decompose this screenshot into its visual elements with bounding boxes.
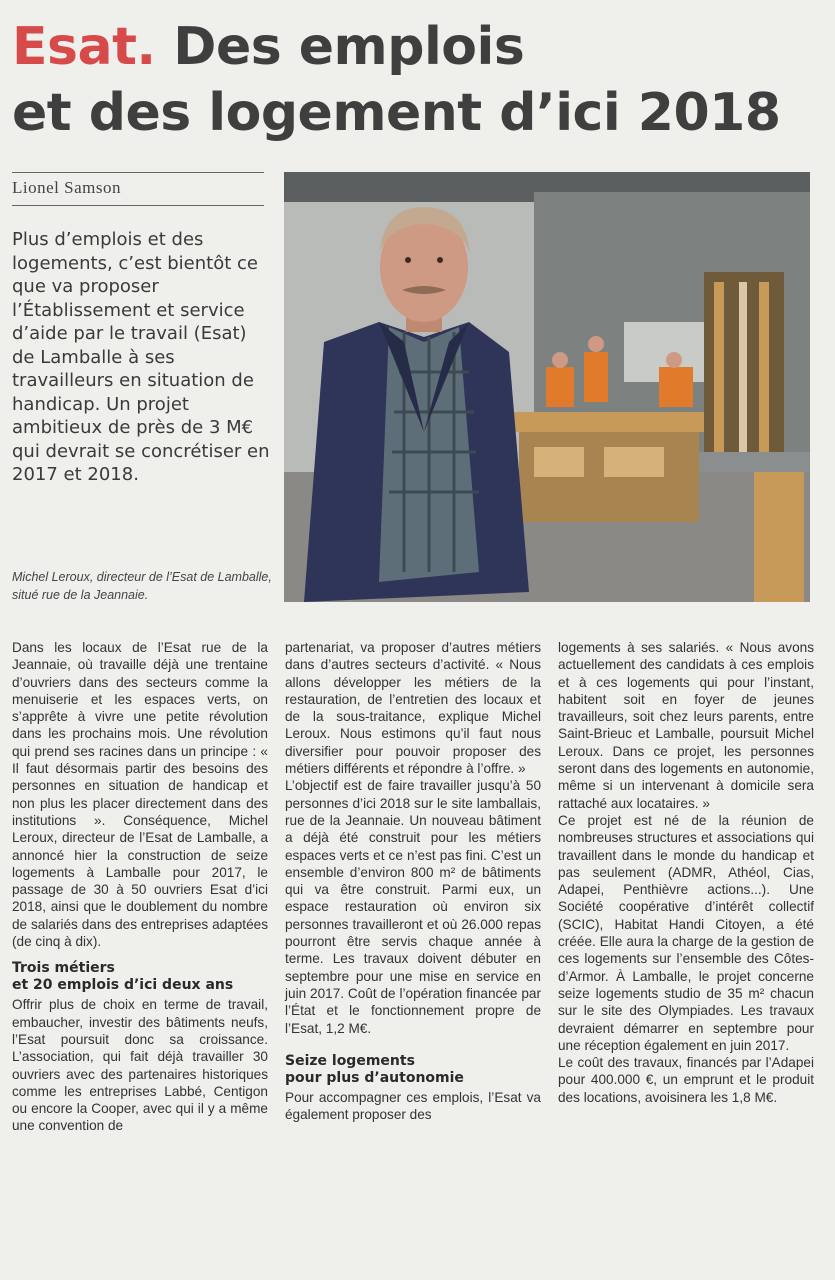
article-photo [284,172,810,602]
headline-line-1 [12,14,822,80]
subhead-trois-metiers [12,960,268,994]
col2-paragraph-1: partenariat, va proposer d’autres métiers dans d’autres secteurs d’activité. « Nous allons développer les métiers de la restauration, de l’entretien des locaux et de la sous-traitance, explique Michel Leroux. Nous estimons qu’il faut nous diversifier pour pouvoir proposer des métiers différents et répondre à l’offre. » [285,640,541,777]
col1-paragraph-1: Dans les locaux de l’Esat rue de la Jeannaie, où travaille déjà une trentaine d’ouvriers dans des secteurs comme la menuiserie et les espaces verts, on s’apprête à vivre une petite révolution dans les prochains mois. Une révolution qui prend ses racines dans un principe : « Il faut désormais partir des besoins des personnes en situation de handicap et non plus les placer directement dans des institutions ». Conséquence, Michel Leroux, directeur de l’Esat de Lamballe, a annoncé hier la construction de seize logements à Lamballe pour 2017, le passage de 30 à 50 ouvriers Esat d’ici 2018, ainsi que le doublement du nombre de salariés dans des entreprises adaptées (de cinq à dix). [12,640,268,950]
headline-line-1-rest: Des emplois [173,17,525,77]
byline: Lionel Samson [12,172,264,206]
col2-paragraph-3: Pour accompagner ces emplois, l’Esat va également proposer des [285,1089,541,1123]
col3-paragraph-2: Ce projet est né de la réunion de nombreuses structures et associations qui travaillent dans le monde du handicap et pas seulement (ADMR, Athéol, Cias, Adapei, Penthièvre actions...). Une Société coopérative d’intérêt collectif (SCIC), Habitat Handi Citoyen, a été créée. Elle aura la charge de la gestion de ces logements sur l’ensemble des Côtes-d’Armor. À Lamballe, le projet concerne seize logements studio de 35 m² chacun sur le site des Olympiades. Les travaux devraient démarrer en septembre pour une réception également en juin 2017. [558,812,814,1053]
article-column-1 [12,639,268,1135]
subhead-1-line-2: et 20 emplois d’ici deux ans [12,977,234,994]
photo-caption: Michel Leroux, directeur de l’Esat de Lamballe, situé rue de la Jeannaie. [12,570,272,602]
col2-paragraph-2: L’objectif est de faire travailler jusqu’à 50 personnes d’ici 2018 sur le site lamballais, rue de la Jeannaie. Un nouveau bâtiment a déjà été construit pour les métiers espaces verts et ce n’est pas fini. C’est un ensemble d’environ 800 m² de bâtiments qui va être construit. Parmi eux, un espace restauration où environ six personnes travailleront et où 26.000 repas pourront être servis chaque année à terme. Les travaux doivent débuter en septembre pour une mise en service en juin 2017. Coût de l’opération financée par l’État et le fonctionnement propre de l’Esat, 1,2 M€. [285,778,541,1036]
col3-paragraph-3: Le coût des travaux, financés par l’Adapei pour 400.000 €, un emprunt et le produit des locations, avoisinera les 1,8 M€. [558,1055,814,1105]
headline [12,14,822,146]
subhead-1-line-1: Trois métiers [12,960,115,977]
subhead-seize-logements [285,1053,541,1087]
col1-paragraph-2: Offrir plus de choix en terme de travail, embaucher, investir des bâtiments neufs, l’Esat poursuit donc sa croissance. L’association, qui fait déjà travailler 30 ouvriers avec des partenaires historiques comme les entreprises Labbé, Centigon ou encore la Cooper, avec qui il y a même une convention de [12,997,268,1134]
subhead-2-line-2: pour plus d’autonomie [285,1069,464,1086]
col3-paragraph-1: logements à ses salariés. « Nous avons actuellement des candidats à ces emplois et à ces logements qui pour l’instant, habitent soit en foyer de jeunes travailleurs, soit chez leurs parents, entre Saint-Brieuc et Lamballe, poursuit Michel Leroux. Dans ce projet, les personnes seront dans des logements en autonomie, même si un intervenant à domicile sera rattaché aux locataires. » [558,640,814,811]
article-column-2 [285,639,541,1123]
workshop-portrait-illustration [284,172,810,602]
headline-line-2: et des logement d’ici 2018 [12,83,781,143]
subhead-2-line-1: Seize logements [285,1052,415,1069]
article-column-3 [558,639,814,1106]
lede-paragraph: Plus d’emplois et des logements, c’est bientôt ce que va proposer l’Établissement et service d’aide par le travail (Esat) de Lamballe à ses travailleurs en situation de handicap. Un projet ambitieux de près de 3 M€ qui devrait se concrétiser en 2017 et 2018. [12,229,270,485]
headline-kicker: Esat. [12,17,156,77]
